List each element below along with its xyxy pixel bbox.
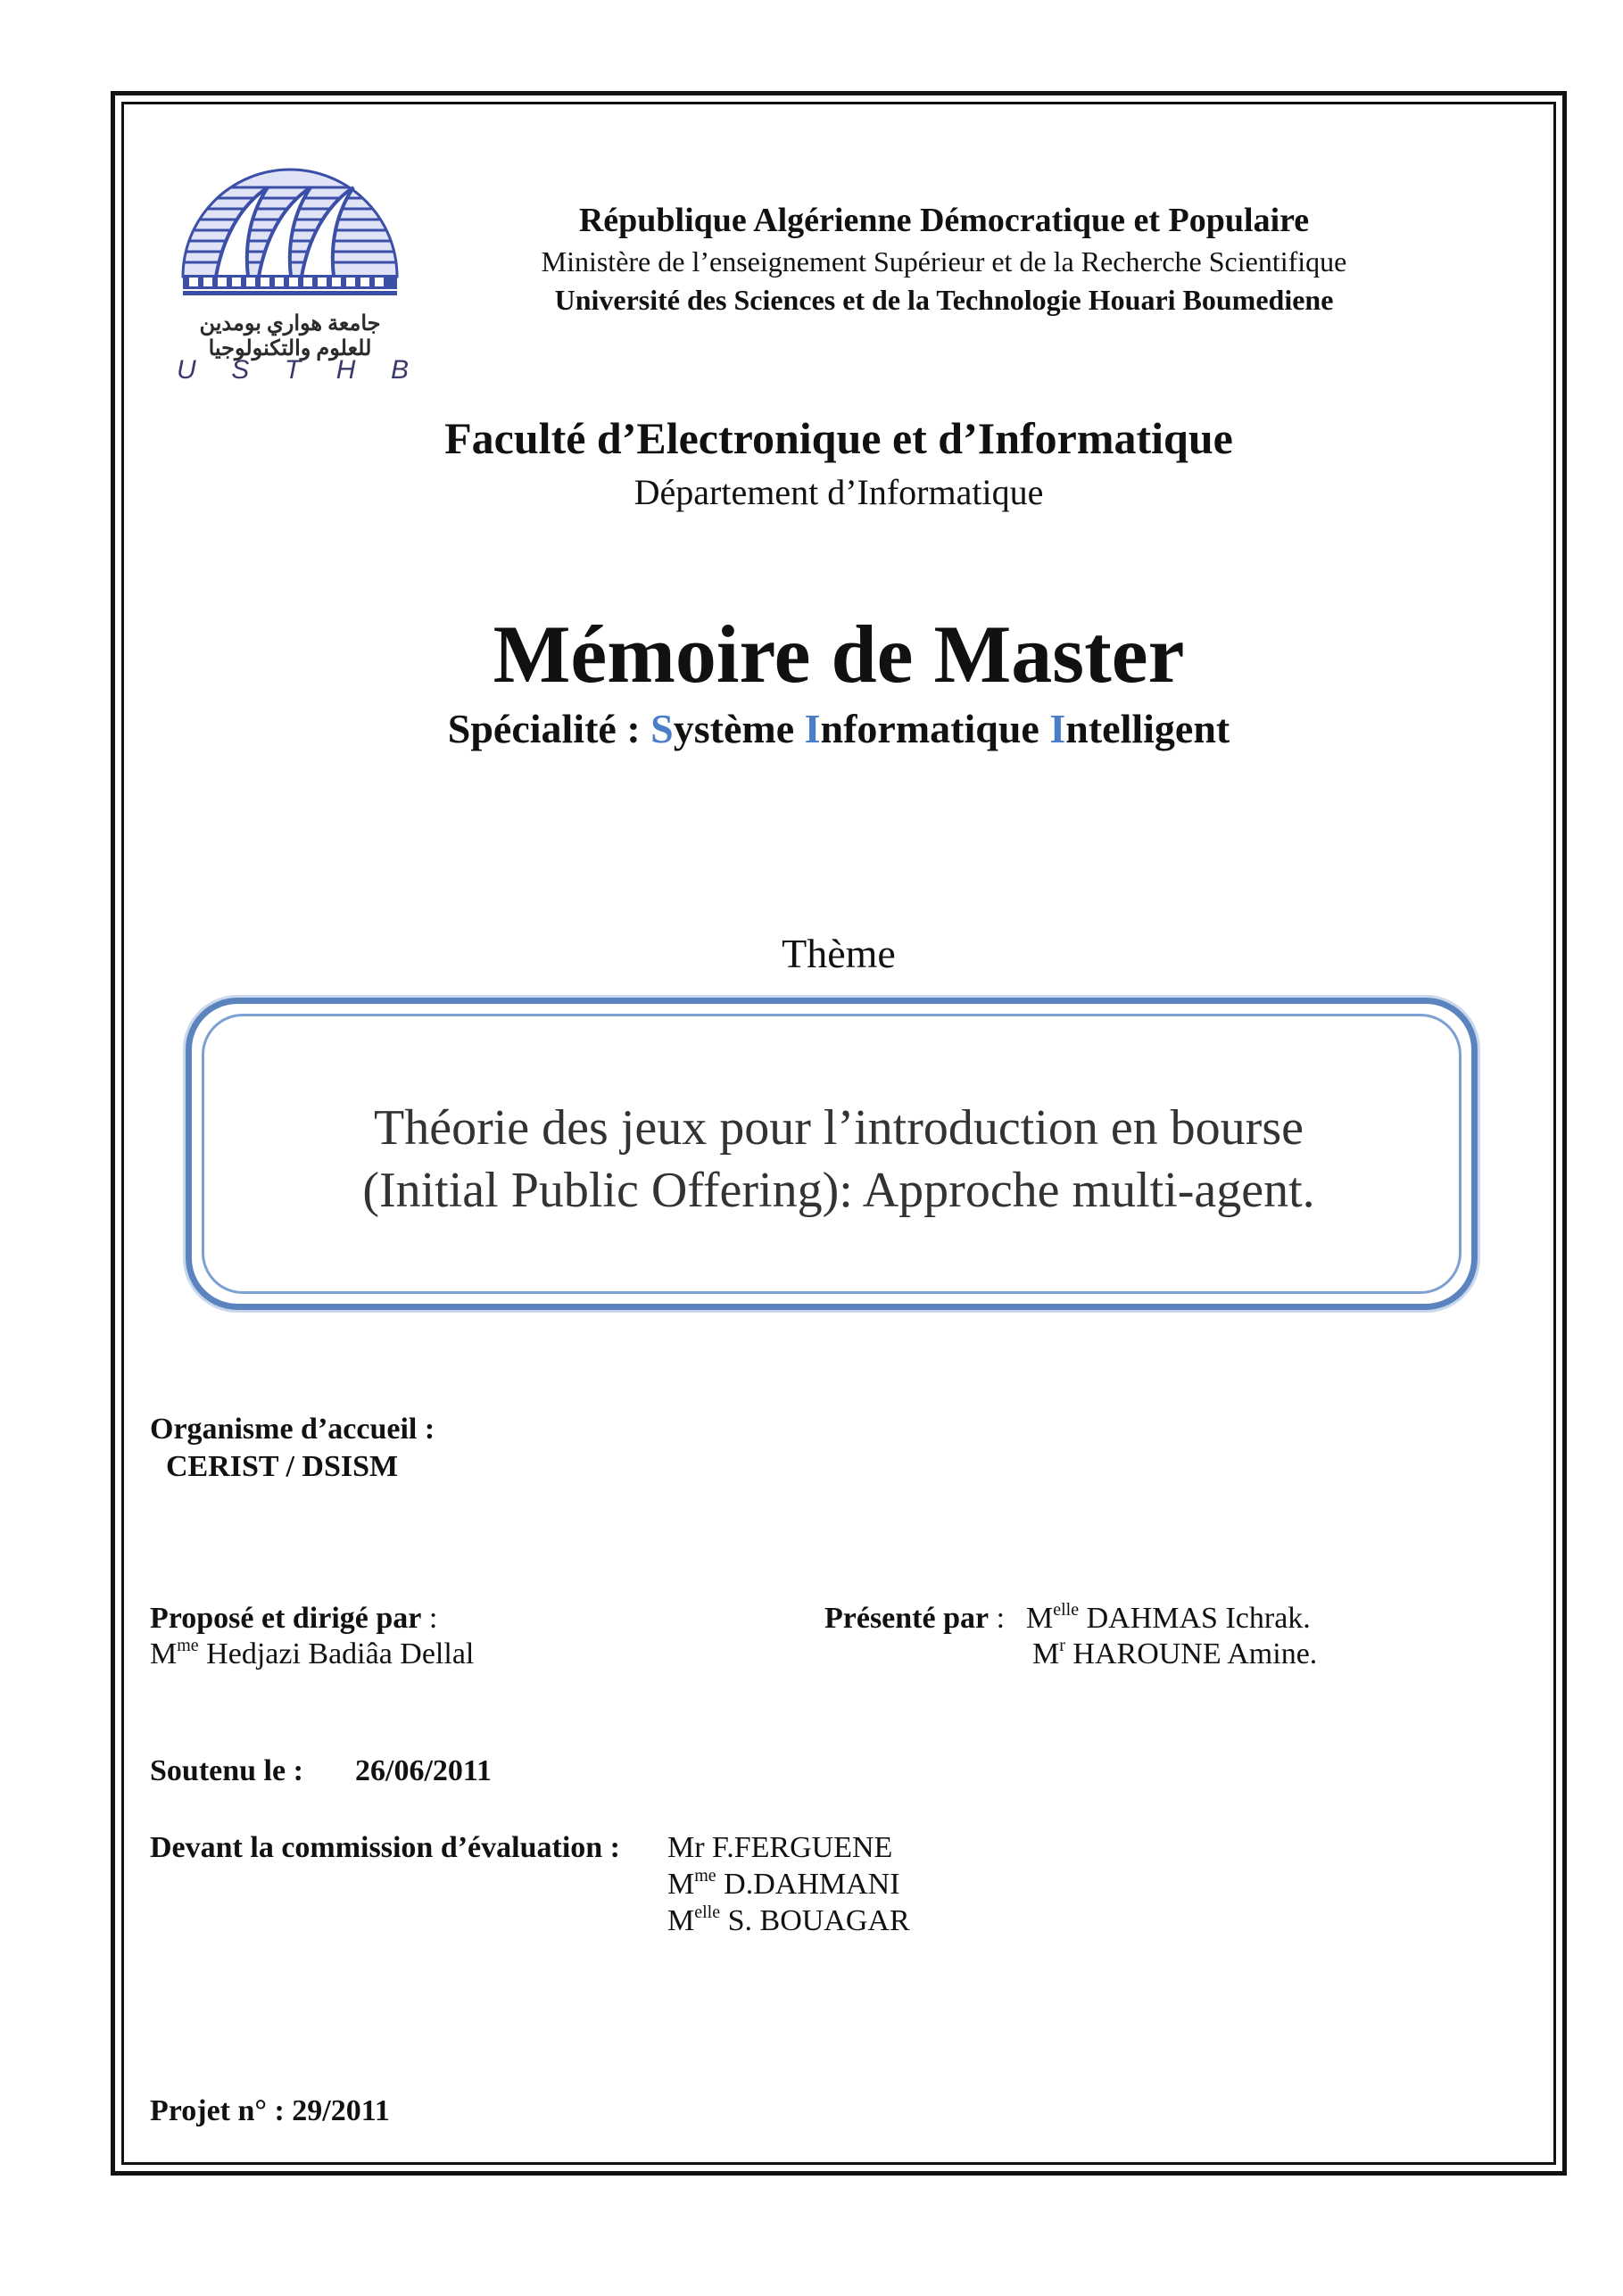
theme-title-line1: Théorie des jeux pour l’introduction en bourse [374, 1100, 1304, 1156]
jury-member-1: Mr F.FERGUENE [667, 1831, 893, 1864]
specialty-line [448, 705, 1230, 752]
specialty-initial: I [804, 706, 821, 751]
presenters-colon: : [989, 1602, 1006, 1635]
logo-letter: B [390, 355, 410, 385]
republic-title: République Algérienne Démocratique et Populaire [578, 202, 1310, 239]
logo-arabic-line1: جامعة هواري بومدين [199, 312, 381, 336]
theme-heading: Thème [782, 931, 896, 976]
logo-letter: H [335, 355, 358, 385]
presenter-1-title-sup: elle [1053, 1600, 1080, 1620]
host-organization-label: Organisme d’accueil : [150, 1413, 435, 1446]
logo-arabic-line2: للعلوم والتكنولوجيا [208, 337, 372, 361]
faculty-title: Faculté d’Electronique et d’Informatique [444, 413, 1233, 463]
specialty-word: ntelligent [1065, 706, 1230, 751]
specialty-label: Spécialité : [447, 706, 651, 751]
specialty-word: nformatique [820, 706, 1050, 751]
jury-member-2-title: M [667, 1868, 695, 1901]
supervisor-name-line [150, 1637, 474, 1671]
jury-member-3 [667, 1904, 910, 1938]
jury-label: Devant la commission d’évaluation : [150, 1831, 620, 1864]
defense-date-label: Soutenu le : [150, 1754, 303, 1787]
logo-latin-acronym [177, 355, 410, 385]
jury-member-2 [667, 1868, 900, 1902]
theme-title-line2: (Initial Public Offering): Approche multi-agent. [362, 1163, 1315, 1218]
supervisor-title: M [150, 1637, 178, 1670]
usthb-emblem-icon [170, 152, 410, 312]
ministry-title: Ministère de l’enseignement Supérieur et de la Recherche Scientifique [541, 245, 1347, 278]
jury-member-3-title-sup: elle [694, 1902, 721, 1922]
jury-member-2-title-sup: me [694, 1866, 716, 1886]
presenter-1-name: DAHMAS Ichrak. [1079, 1602, 1311, 1635]
project-number: Projet n° : 29/2011 [150, 2094, 390, 2127]
logo-letter: U [177, 355, 198, 385]
specialty-initial: I [1049, 706, 1066, 751]
supervisor-title-sup: me [177, 1636, 199, 1655]
supervisor-name: Hedjazi Badiâa Dellal [198, 1637, 475, 1670]
specialty-initial: S [650, 706, 674, 751]
supervisor-label-line [150, 1602, 437, 1636]
jury-member-3-title: M [667, 1904, 695, 1937]
logo-letter: S [231, 355, 252, 385]
usthb-logo [170, 152, 410, 388]
university-title: Université des Sciences et de la Technologie Houari Boumediene [554, 284, 1334, 316]
defense-date-value: 26/06/2011 [355, 1754, 493, 1787]
presenter-2-title: M [1032, 1637, 1060, 1670]
memoire-title: Mémoire de Master [493, 609, 1185, 700]
presenter-2 [1032, 1637, 1317, 1671]
presenter-2-name: HAROUNE Amine. [1064, 1637, 1318, 1670]
presenter-1 [1026, 1602, 1311, 1636]
presenter-2-title-sup: r [1059, 1636, 1065, 1655]
supervisor-colon: : [421, 1602, 438, 1635]
jury-member-3-name: S. BOUAGAR [720, 1904, 910, 1937]
presenters-label: Présenté par [824, 1602, 990, 1635]
specialty-word: ystème [673, 706, 805, 751]
host-organization-value: CERIST / DSISM [166, 1450, 399, 1483]
presenter-1-title: M [1026, 1602, 1054, 1635]
logo-letter: T [284, 355, 303, 385]
supervisor-label: Proposé et dirigé par [150, 1602, 422, 1635]
department-title: Département d’Informatique [633, 472, 1044, 512]
presenters-label-line [824, 1602, 1005, 1636]
jury-member-2-name: D.DAHMANI [716, 1868, 900, 1901]
